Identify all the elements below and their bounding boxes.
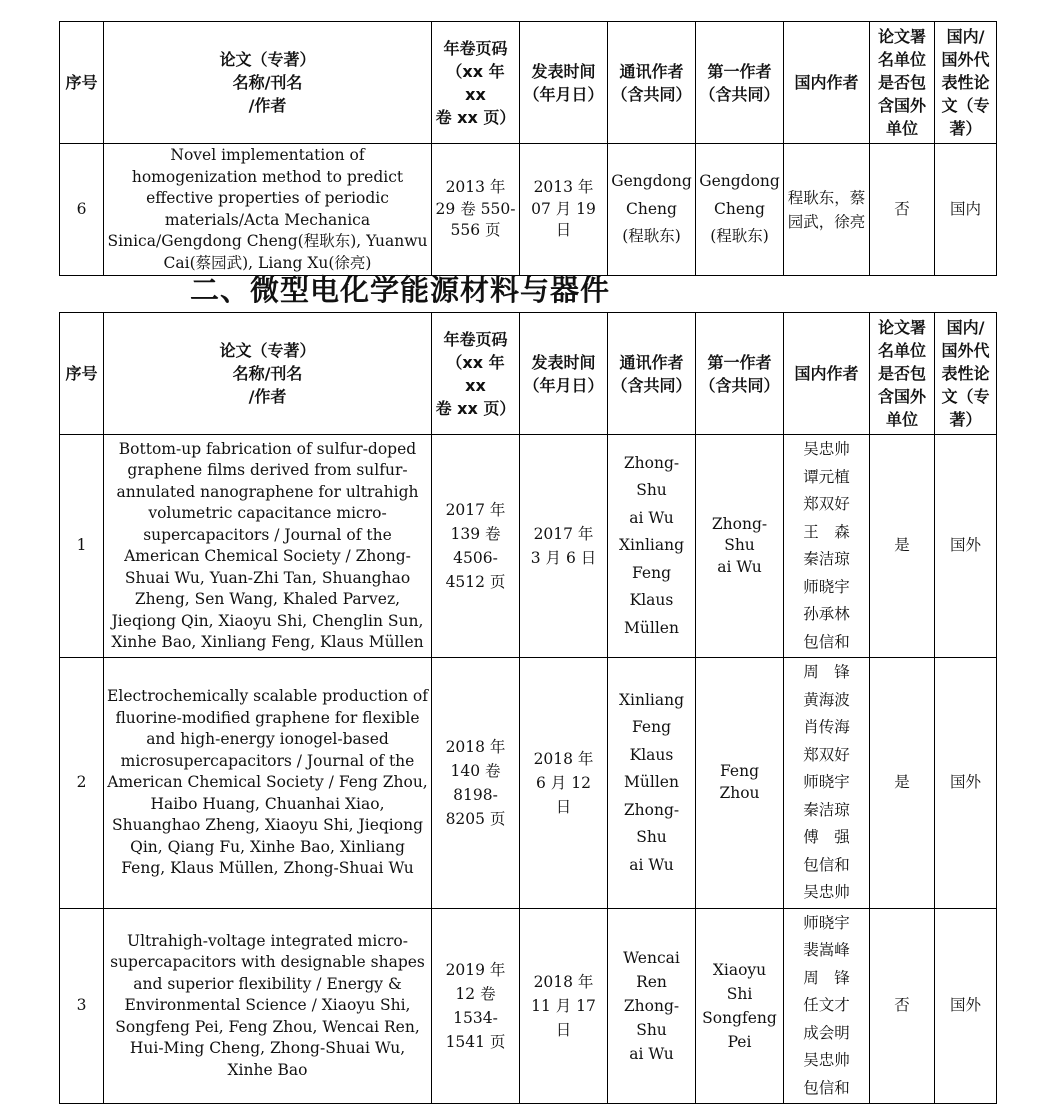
cell-affiliation: 是 (870, 658, 935, 909)
cell-seq: 2 (60, 658, 104, 909)
cell-seq: 1 (60, 435, 104, 658)
cell-representative: 国内 (935, 144, 997, 276)
cell-domestic-authors: 吴忠帅 谭元植 郑双好 王 森 秦洁琼 师晓宇 孙承林 包信和 (784, 435, 870, 658)
paper-table-1 (59, 21, 997, 276)
cell-first-author: Feng Zhou (696, 658, 784, 909)
header-representative: 国内/ 国外代 表性论 文（专 著） (935, 22, 997, 144)
table-row (60, 144, 997, 276)
header-seq: 序号 (60, 313, 104, 435)
cell-seq: 6 (60, 144, 104, 276)
cell-date: 2018 年 11 月 17 日 (520, 908, 608, 1104)
cell-date: 2018 年 6 月 12 日 (520, 658, 608, 909)
section-heading: 二、微型电化学能源材料与器件 (190, 273, 611, 307)
cell-corresponding-author: Zhong-Shu ai Wu Xinliang Feng Klaus Müllen (608, 435, 696, 658)
cell-first-author: Zhong-Shu ai Wu (696, 435, 784, 658)
cell-representative: 国外 (935, 658, 997, 909)
table-row (60, 908, 997, 1104)
header-affiliation: 论文署 名单位 是否包 含国外 单位 (870, 313, 935, 435)
cell-affiliation: 否 (870, 144, 935, 276)
header-title: 论文（专著） 名称/刊名 /作者 (104, 313, 432, 435)
cell-first-author: Gengdong Cheng (程耿东) (696, 144, 784, 276)
header-corresponding-author: 通讯作者 （含共同） (608, 313, 696, 435)
header-seq: 序号 (60, 22, 104, 144)
cell-volume: 2017 年 139 卷 4506-4512 页 (432, 435, 520, 658)
cell-volume: 2019 年 12 卷 1534-1541 页 (432, 908, 520, 1104)
cell-corresponding-author: Xinliang Feng Klaus Müllen Zhong-Shu ai Wu (608, 658, 696, 909)
header-title: 论文（专著） 名称/刊名 /作者 (104, 22, 432, 144)
header-volume: 年卷页码 （xx 年 xx 卷 xx 页） (432, 22, 520, 144)
cell-corresponding-author: Gengdong Cheng (程耿东) (608, 144, 696, 276)
cell-volume: 2018 年 140 卷 8198-8205 页 (432, 658, 520, 909)
header-volume: 年卷页码 （xx 年 xx 卷 xx 页） (432, 313, 520, 435)
cell-title: Novel implementation of homogenization method to predict effective properties of periodic materials/Acta Mechanica Sinica/Gengdong Cheng(程耿东), Yuanwu Cai(蔡园武), Liang Xu(徐亮) (104, 144, 432, 276)
table-row (60, 658, 997, 909)
cell-domestic-authors: 师晓宇 裴嵩峰 周 锋 任文才 成会明 吴忠帅 包信和 (784, 908, 870, 1104)
header-first-author: 第一作者 （含共同） (696, 22, 784, 144)
cell-affiliation: 否 (870, 908, 935, 1104)
cell-domestic-authors: 程耿东，蔡园武，徐亮 (784, 144, 870, 276)
header-corresponding-author: 通讯作者 （含共同） (608, 22, 696, 144)
cell-representative: 国外 (935, 908, 997, 1104)
header-first-author: 第一作者 （含共同） (696, 313, 784, 435)
cell-first-author: Xiaoyu Shi Songfeng Pei (696, 908, 784, 1104)
table-row (60, 435, 997, 658)
header-row (60, 22, 997, 144)
header-representative: 国内/ 国外代 表性论 文（专 著） (935, 313, 997, 435)
paper-table-2 (59, 312, 997, 1104)
cell-title: Ultrahigh-voltage integrated micro-supercapacitors with designable shapes and superior flexibility / Energy & Environmental Science / Xiaoyu Shi, Songfeng Pei, Feng Zhou, Wencai Ren, Hui-Ming Cheng, Zhong-Shuai Wu, Xinhe Bao (104, 908, 432, 1104)
cell-corresponding-author: Wencai Ren Zhong-Shu ai Wu (608, 908, 696, 1104)
header-affiliation: 论文署 名单位 是否包 含国外 单位 (870, 22, 935, 144)
cell-affiliation: 是 (870, 435, 935, 658)
header-row (60, 313, 997, 435)
cell-volume: 2013 年 29 卷 550-556 页 (432, 144, 520, 276)
cell-title: Bottom-up fabrication of sulfur-doped graphene films derived from sulfur-annulated nanographene for ultrahigh volumetric capacitance micro-supercapacitors / Journal of the American Chemical Society / Zhong-Shuai Wu, Yuan-Zhi Tan, Shuanghao Zheng, Sen Wang, Khaled Parvez, Jieqiong Qin, Xiaoyu Shi, Chenglin Sun, Xinhe Bao, Xinliang Feng, Klaus Müllen (104, 435, 432, 658)
cell-title: Electrochemically scalable production of fluorine-modified graphene for flexible and high-energy ionogel-based microsupercapacitors / Journal of the American Chemical Society / Feng Zhou, Haibo Huang, Chuanhai Xiao, Shuanghao Zheng, Xiaoyu Shi, Jieqiong Qin, Qiang Fu, Xinhe Bao, Xinliang Feng, Klaus Müllen, Zhong-Shuai Wu (104, 658, 432, 909)
header-date: 发表时间 （年月日） (520, 313, 608, 435)
header-date: 发表时间 （年月日） (520, 22, 608, 144)
cell-date: 2017 年 3 月 6 日 (520, 435, 608, 658)
cell-representative: 国外 (935, 435, 997, 658)
header-domestic-authors: 国内作者 (784, 22, 870, 144)
header-domestic-authors: 国内作者 (784, 313, 870, 435)
cell-seq: 3 (60, 908, 104, 1104)
cell-domestic-authors: 周 锋 黄海波 肖传海 郑双好 师晓宇 秦洁琼 傅 强 包信和 吴忠帅 (784, 658, 870, 909)
cell-date: 2013 年 07 月 19 日 (520, 144, 608, 276)
